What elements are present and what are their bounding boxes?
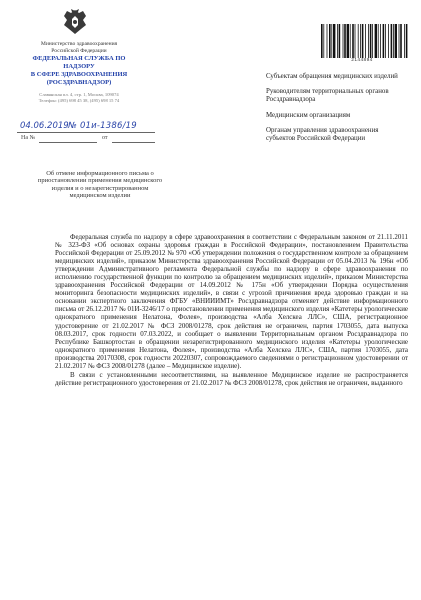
reference-label: На № [21, 135, 36, 141]
recipient-1: Субъектам обращения медицинских изделий [266, 73, 398, 80]
reference-number-blank [39, 142, 97, 143]
reference-date-blank [112, 142, 155, 143]
service-line-2: В СФЕРЕ ЗДРАВООХРАНЕНИЯ [30, 71, 128, 78]
registration-date: 04.06.2019 [20, 121, 69, 131]
agency-block [18, 41, 140, 103]
service-line-1: ФЕДЕРАЛЬНАЯ СЛУЖБА ПО НАДЗОРУ [32, 55, 126, 70]
date-underline [17, 132, 155, 133]
recipient-2: Руководителям территориальных органов Росздравнадзора [266, 88, 389, 104]
body-paragraph-1: Федеральная служба по надзору в сфере здравоохранения в соответствии с Федеральным законом от 21.11.2011 № 323-ФЗ «Об основах охраны здоровья граждан в Российской Федерации», постановлением Правительства Российской Федерации от 25.09.2012 № 970 «Об утверждении положения о государственном контроле за обращением медицинских изделий», приказом Министерства здравоохранения Российской Федерации от 05.04.2013 № 196н «Об утверждении Административного регламента Федеральной службы по надзору в сфере здравоохранения по исполнению государственной функции по контролю за обращением медицинских изделий», приказом Министерства здравоохранения Российской Федерации от 14.09.2012 № 175н «Об утверждении Порядка осуществления мониторинга безопасности медицинских изделий», в связи с угрозой причинения вреда здоровью граждан и на основании экспертного заключения ФГБУ «ВНИИИМТ» Росздравнадзора отменяет действие информационного письма от 26.12.2017 № 01И-3246/17 о приостановлении применения медицинского изделия «Катетеры урологические однократного применения Нелатона, Фолея», производства «Алба Хелскеа ЛЛС», США, регистрационное удостоверение от 21.02.2017 № ФСЗ 2008/01278, срок действия не ограничен, партия 1703055, дата выпуска 08.03.2017, срок годности 07.03.2022, и сообщает о выявлении Территориальным органом Росздравнадзора по Республике Башкортостан в обращении незарегистрированного медицинского изделия «Катетеры урологические однократного применения Нелатона, Фолея», производства «Алба Хелскеа ЛЛС», США, партия 1703055, дата производства 20170308, срок годности 20220307, сопровождаемого сведениями о регистрационном удостоверении от 21.02.2017 № ФСЗ 2008/01278 (далее – Медицинское изделие). [55, 233, 408, 370]
barcode-number: 2144894 [351, 58, 373, 63]
coat-of-arms-emblem [62, 8, 88, 36]
letter-subject: Об отмене информационного письма о приостановлении применения медицинского изделия и о незарегистрированном медицинском изделии [37, 170, 163, 200]
address-line-2: Телефон: (495) 698 45 38, (495) 698 15 74 [38, 97, 120, 103]
number-sign: № [68, 121, 78, 131]
recipient-4: Органам управления здравоохранения субъектов Российской Федерации [266, 126, 379, 143]
ministry-line-2: Российской Федерации [51, 47, 107, 54]
registration-number-value: 01и-1386/19 [79, 121, 137, 131]
letter-body [55, 233, 408, 387]
recipient-3: Медицинским организациям [266, 111, 351, 119]
barcode [320, 24, 408, 58]
body-paragraph-2: В связи с установленными несоответствиями, на выявленное Медицинское изделие не распространяется действие регистрационного удостоверения от 21.02.2017 № ФСЗ 2008/01278, срок действия не ограничен, выданного [55, 370, 408, 387]
reference-from-label: от [102, 135, 108, 141]
ministry-line-1: Министерство здравоохранения [40, 41, 118, 47]
registration-date-line [17, 121, 157, 133]
recipients-list [266, 73, 406, 150]
service-line-3: (РОСЗДРАВНАДЗОР) [46, 79, 112, 87]
address-line-1: Славянская пл. 4, стр. 1, Москва, 109074 [39, 91, 119, 97]
registration-number [68, 121, 137, 131]
